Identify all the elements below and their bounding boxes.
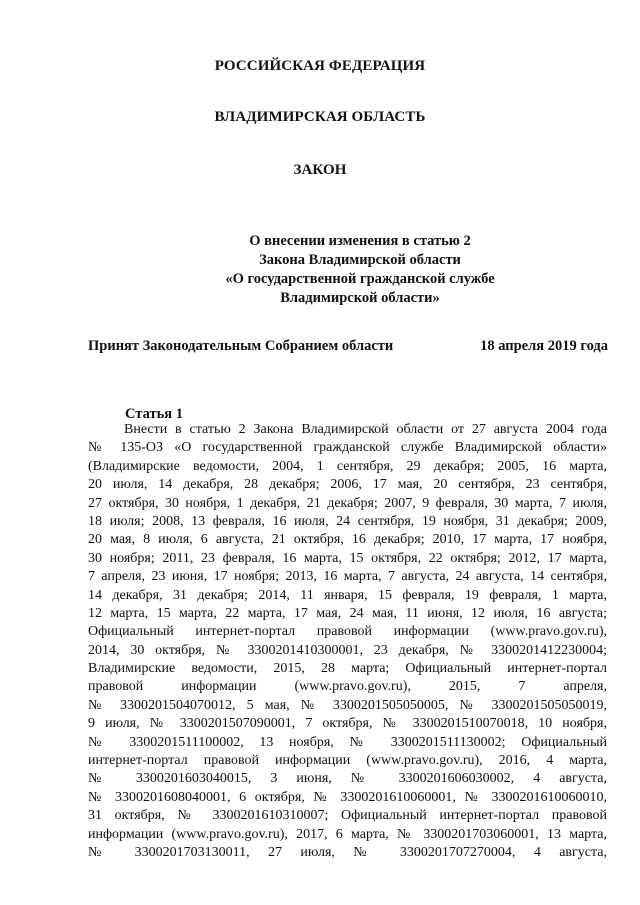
body-line: 31 октября, № 3300201610310007; Официальный интернет-портал правовой (88, 808, 607, 824)
body-line: № 3300201703130011, 27 июля, № 3300201707270004, 4 августа, (88, 844, 607, 860)
body-line: № 3300201603040015, 3 июня, № 3300201606030002, 4 августа, (88, 771, 607, 787)
body-line: № 3300201511100002, 13 ноября, № 3300201511130002; Официальный (88, 734, 607, 750)
body-line: 20 мая, 8 июля, 6 августа, 21 октября, 16 декабря; 2010, 17 марта, 17 ноября, (88, 532, 607, 548)
adoption-date: 18 апреля 2019 года (480, 338, 608, 354)
body-line: 7 апреля, 23 июня, 17 ноября; 2013, 16 марта, 7 августа, 24 августа, 14 сентября, (88, 569, 607, 585)
subject-line: Закона Владимирской области (259, 252, 461, 268)
body-line: Официальный интернет-портал правовой информации (www.pravo.gov.ru), (88, 624, 607, 640)
subject-line: Владимирской области» (280, 290, 440, 306)
adoption-line (88, 338, 608, 355)
article-body (88, 421, 607, 862)
body-line: 18 июля; 2008, 13 февраля, 16 июля, 24 сентября, 19 ноября, 31 декабря; 2009, (88, 513, 607, 529)
body-line: Владимирские ведомости, 2015, 28 марта; Официальный интернет-портал (88, 661, 607, 677)
body-line: информации (www.pravo.gov.ru), 2017, 6 марта, № 3300201703060001, 13 марта, (88, 826, 607, 842)
article-title: Статья 1 (125, 406, 183, 422)
body-line: № 3300201504070012, 5 мая, № 3300201505050005, № 3300201505050019, (88, 697, 607, 713)
body-line: № 135-ОЗ «О государственной гражданской службе Владимирской области» (88, 440, 607, 456)
body-line: 14 декабря, 31 декабря; 2014, 11 января, 15 февраля, 19 февраля, 1 марта, (88, 587, 607, 603)
body-line: 30 ноября; 2011, 23 февраля, 16 марта, 15 октября, 22 октября; 2012, 17 марта, (88, 550, 607, 566)
subject-line: «О государственной гражданской службе (225, 271, 495, 287)
body-line: (Владимирские ведомости, 2004, 1 сентября, 29 декабря; 2005, 16 марта, (88, 458, 607, 474)
body-line: интернет-портал правовой информации (www.pravo.gov.ru), 2016, 4 марта, (88, 753, 607, 769)
region-heading: ВЛАДИМИРСКАЯ ОБЛАСТЬ (214, 109, 426, 125)
body-line: 9 июля, № 3300201507090001, 7 октября, № 3300201510070018, 10 ноября, (88, 716, 607, 732)
body-line: 27 октября, 30 ноября, 1 декабря, 21 декабря; 2007, 9 февраля, 30 марта, 7 июля, (88, 495, 607, 511)
law-subject (0, 232, 640, 308)
body-line: 20 июля, 14 декабря, 28 декабря; 2006, 17 мая, 20 сентября, 23 сентября, (88, 477, 607, 493)
body-line: № 3300201608040001, 6 октября, № 3300201610060001, № 3300201610060010, (88, 789, 607, 805)
country-heading: РОССИЙСКАЯ ФЕДЕРАЦИЯ (214, 58, 426, 74)
body-line: 2014, 30 октября, № 3300201410300001, 23 декабря, № 3300201412230004; (88, 642, 607, 658)
subject-line: О внесении изменения в статью 2 (249, 233, 471, 249)
document-type-heading: ЗАКОН (293, 162, 347, 178)
body-line: правовой информации (www.pravo.gov.ru), 2015, 7 апреля, (88, 679, 607, 695)
body-line: 12 марта, 15 марта, 22 марта, 17 мая, 24 мая, 11 июня, 12 июля, 16 августа; (88, 605, 607, 621)
adoption-label: Принят Законодательным Собранием области (88, 338, 394, 354)
body-line: Внести в статью 2 Закона Владимирской области от 27 августа 2004 года (124, 422, 607, 437)
